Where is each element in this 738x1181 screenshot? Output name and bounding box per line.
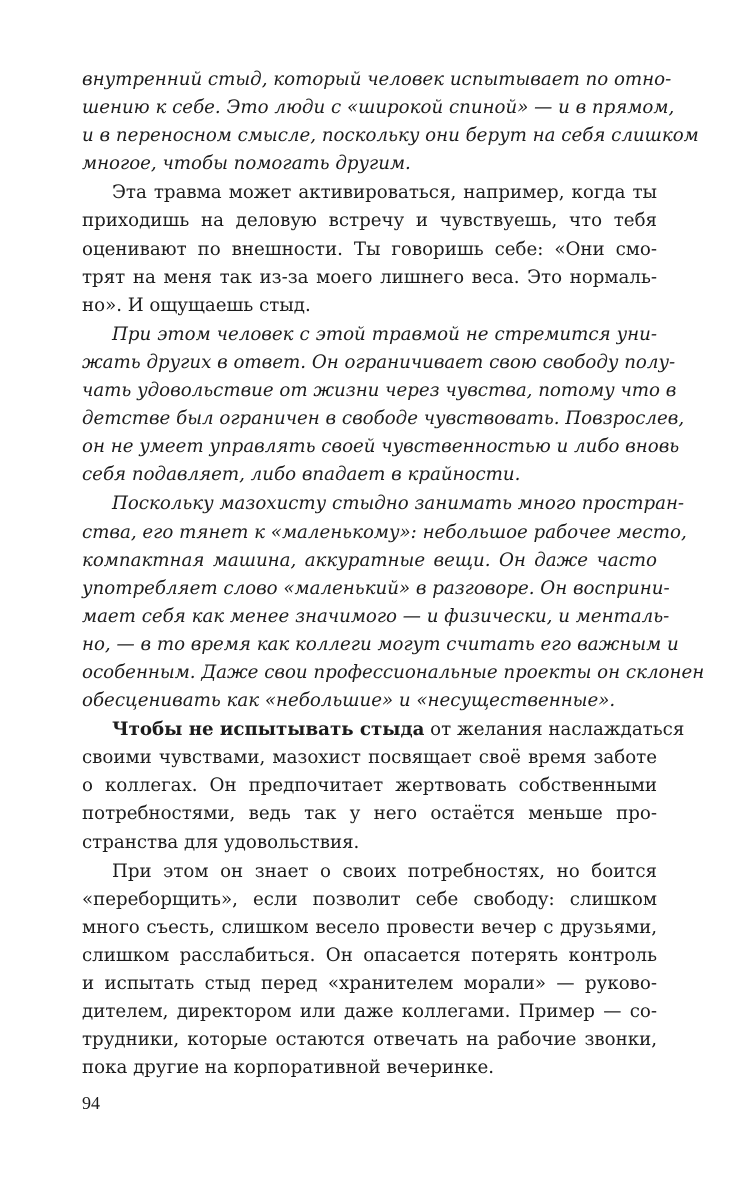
text-line: трудники, которые остаются отвечать на рабочие звонки,	[82, 1029, 657, 1051]
text-line: приходишь на деловую встречу и чувствуешь, что тебя	[82, 210, 657, 232]
text-line: о коллегах. Он предпочитает жертвовать собственными	[82, 775, 657, 797]
text-line: мает себя как менее значимого — и физически, и менталь-	[82, 605, 670, 627]
text-line: компактная машина, аккуратные вещи. Он даже часто	[82, 549, 657, 571]
text-line: При этом он знает о своих потребностях, но боится	[112, 860, 657, 882]
text-line: Поскольку мазохисту стыдно занимать много простран-	[112, 493, 685, 515]
text-line: При этом человек с этой травмой не стремится уни-	[112, 323, 657, 345]
text-line: своими чувствами, мазохист посвящает своё время заботе	[82, 747, 657, 769]
text-line: но, — в то время как коллеги могут считать его важным и	[82, 633, 679, 655]
text-line: особенным. Даже свои профессиональные проекты он склонен	[82, 661, 705, 683]
text-line: и в переносном смысле, поскольку они берут на себя слишком	[82, 125, 699, 147]
text-line: ства, его тянет к «маленькому»: небольшое рабочее место,	[82, 521, 687, 543]
book-page	[82, 66, 705, 1082]
text-line-rest: от желания наслаждаться	[424, 719, 685, 741]
text-line: оценивают по внешности. Ты говоришь себе: «Они смо-	[82, 238, 657, 260]
paragraph-1	[82, 66, 699, 178]
text-line: жать других в ответ. Он ограничивает свою свободу полу-	[82, 351, 676, 373]
text-line: употребляет слово «маленький» в разговоре. Он восприни-	[82, 577, 670, 599]
text-line: много съесть, слишком весело провести вечер с друзьями,	[82, 916, 657, 938]
text-line: дителем, директором или даже коллегами. Пример — со-	[82, 1001, 657, 1023]
text-line: чать удовольствие от жизни через чувства, потому что в	[82, 380, 677, 402]
text-line: и испытать стыд перед «хранителем морали» — руково-	[82, 973, 657, 994]
text-line: себя подавляет, либо впадает в крайности.	[82, 464, 521, 486]
paragraph-6	[82, 858, 657, 1083]
text-line: странства для удовольствия.	[82, 831, 360, 853]
text-line: шению к себе. Это люди с «широкой спиной» — и в прямом,	[82, 97, 675, 119]
text-line: Эта травма может активироваться, например, когда ты	[112, 182, 657, 204]
text-line	[82, 716, 685, 744]
text-line: слишком расслабиться. Он опасается потерять контроль	[82, 944, 657, 966]
text-line: «переборщить», если позволит себе свободу: слишком	[82, 888, 657, 910]
text-line: внутренний стыд, который человек испытывает по отно-	[82, 69, 672, 90]
text-line: обесценивать как «небольшие» и «несущественные».	[82, 690, 616, 712]
paragraph-5	[82, 716, 685, 856]
text-line: потребностями, ведь так у него остаётся меньше про-	[82, 803, 657, 825]
text-line: многое, чтобы помогать другим.	[82, 153, 411, 175]
text-line: он не умеет управлять своей чувственностью и либо вновь	[82, 436, 680, 458]
text-line: пока другие на корпоративной вечеринке.	[82, 1057, 495, 1079]
text-line: трят на меня так из-за моего лишнего веса. Это нормаль-	[82, 266, 657, 288]
page-number: 94	[82, 1093, 100, 1113]
text-line: но». И ощущаешь стыд.	[82, 294, 311, 316]
text-line: детстве был ограничен в свободе чувствовать. Повзрослев,	[82, 408, 685, 430]
bold-lead-phrase: Чтобы не испытывать стыда	[112, 719, 425, 741]
paragraph-4	[82, 490, 705, 715]
paragraph-3	[82, 321, 685, 490]
paragraph-2	[82, 179, 657, 319]
